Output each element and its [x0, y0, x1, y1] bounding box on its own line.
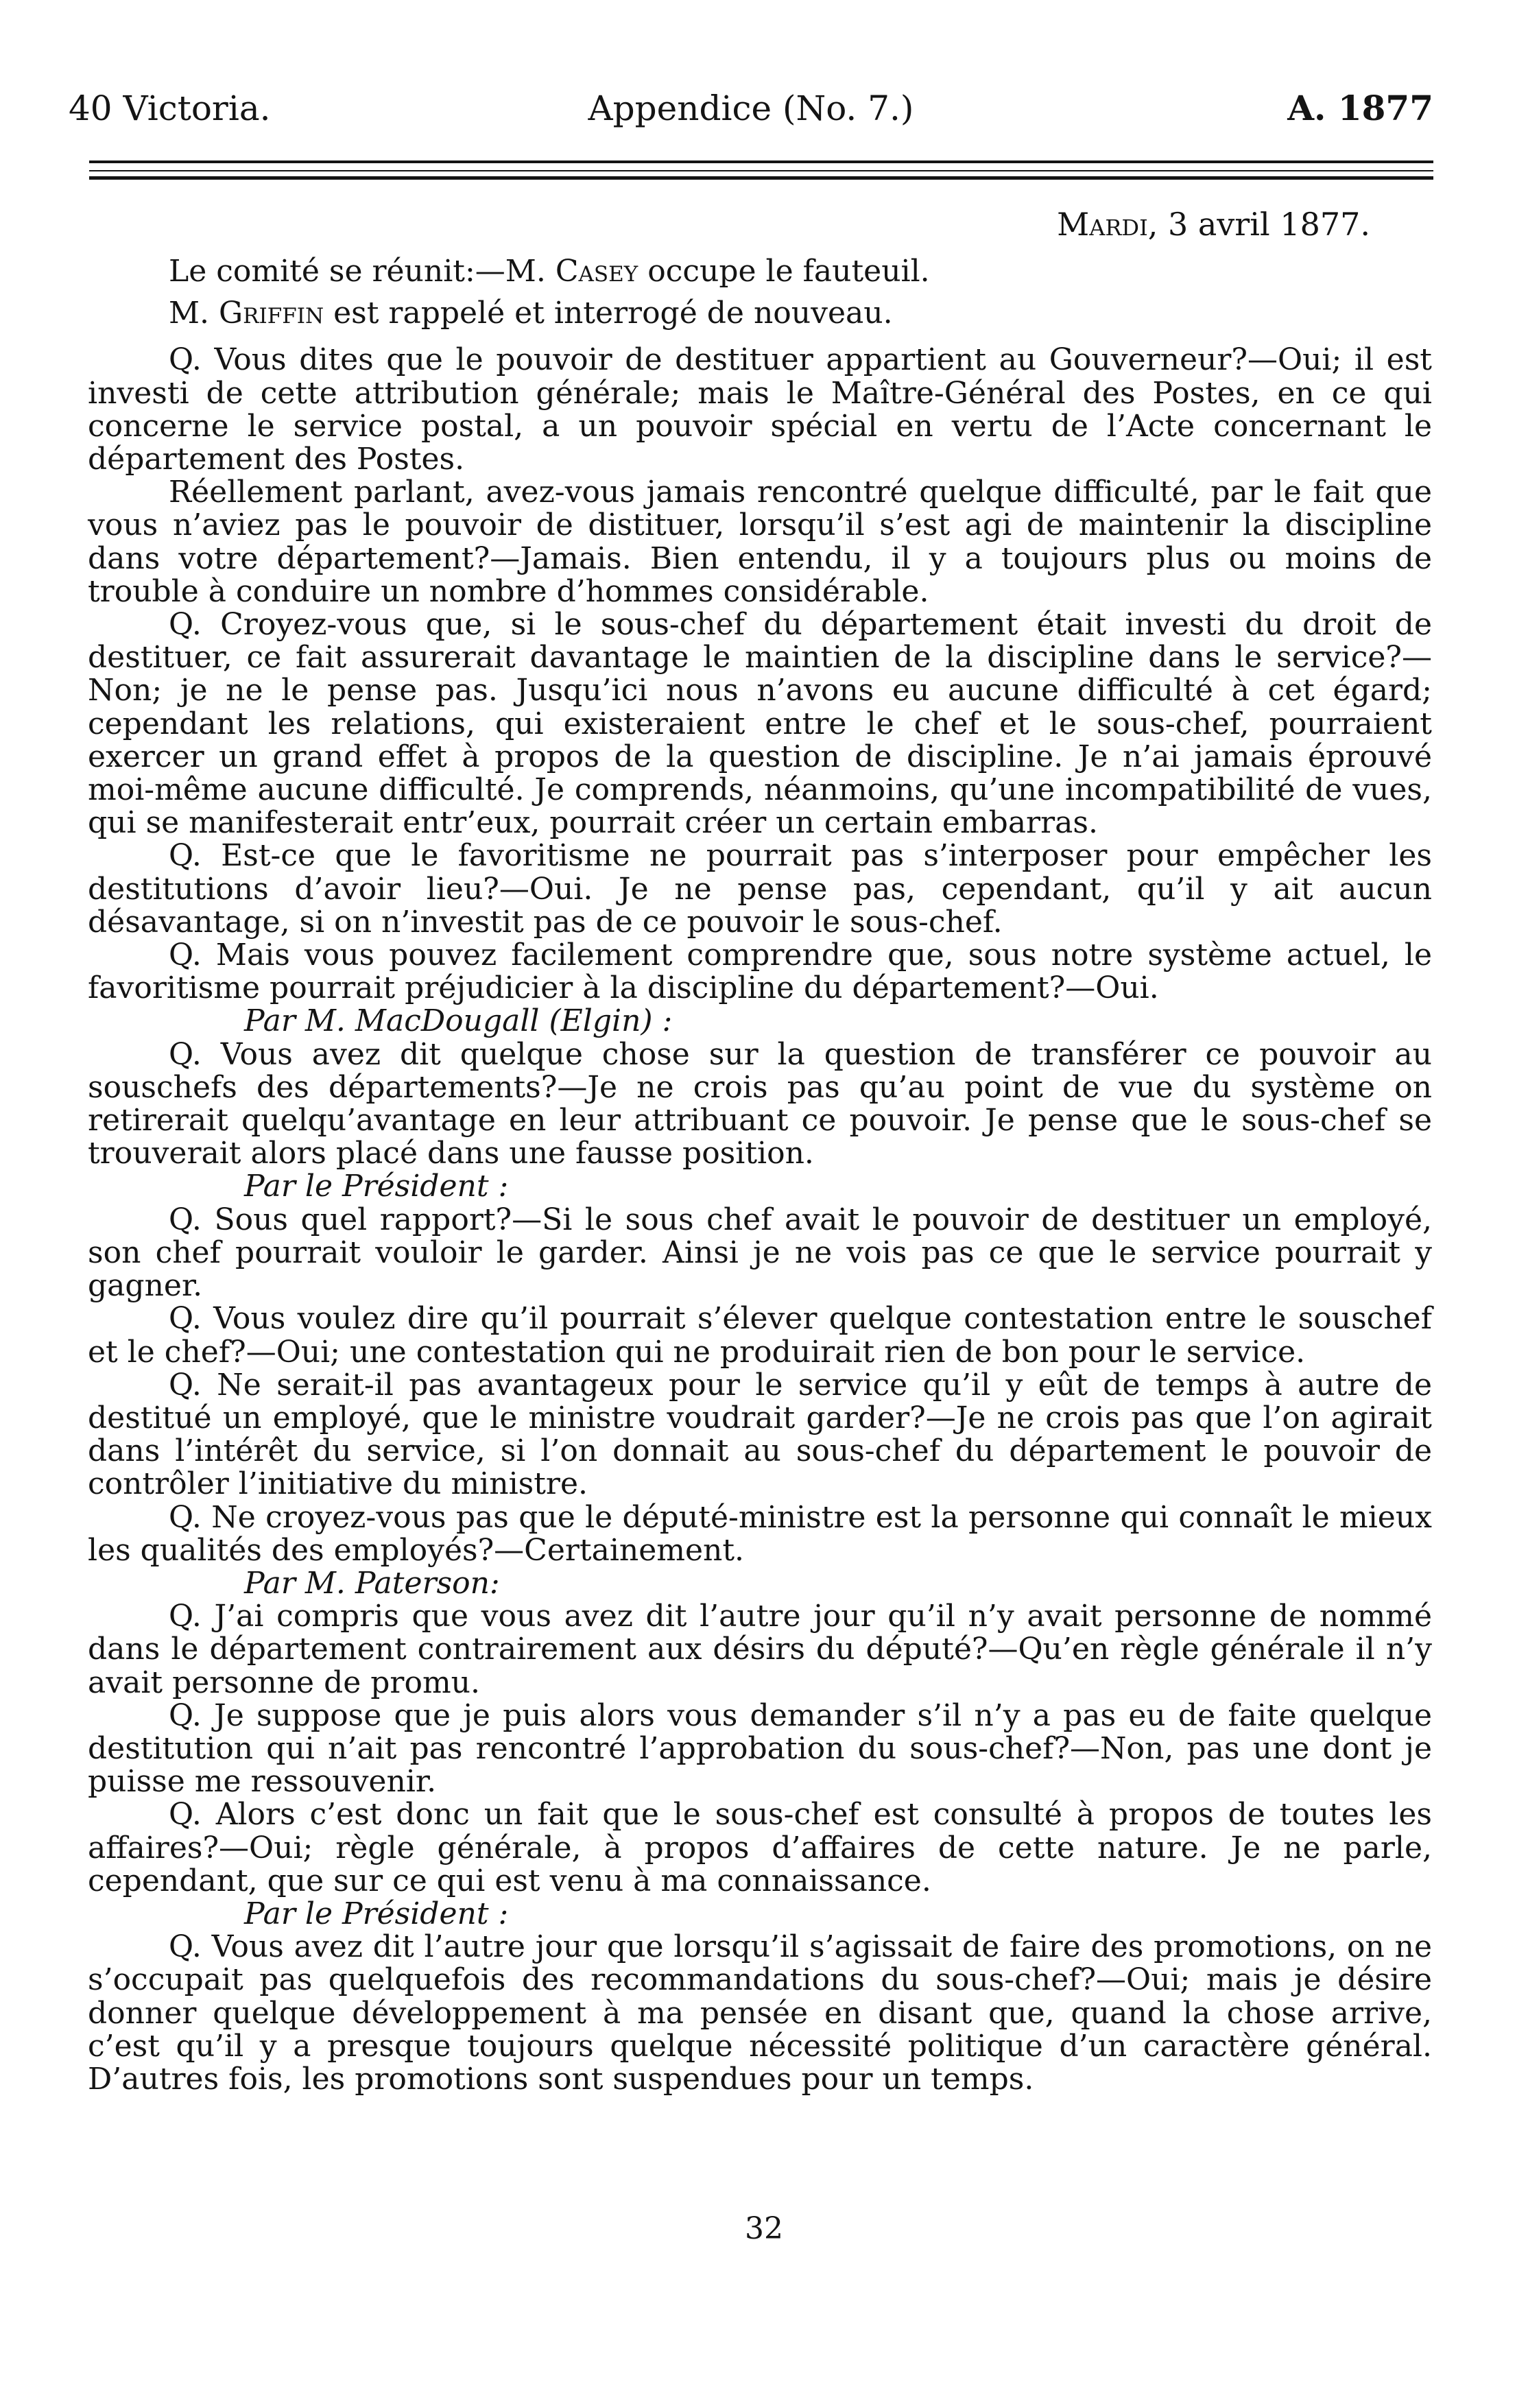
paragraph: Réellement parlant, avez-vous jamais rencontré quelque difficulté, par le fait que vous n’aviez pas le pouvoir de distituer, lorsqu’il s’est agi de maintenir la discipline dans votre département?—Jamais. Bien entendu, il y a toujours plus ou moins de trouble à conduire un nombre d’hommes considérable. [88, 475, 1432, 609]
page-number: 32 [745, 2211, 783, 2246]
paragraph: Q. Mais vous pouvez facilement comprendre que, sous notre système actuel, le favoritisme pourrait préjudicier à la discipline du département?—Oui. [88, 938, 1432, 1006]
paragraph: Q. Vous dites que le pouvoir de destituer appartient au Gouverneur?—Oui; il est investi de cette attribution générale; mais le Maître-Général des Postes, en ce qui concerne le service postal, a un pouvoir spécial en vertu de l’Acte concernant le département des Postes. [88, 342, 1432, 477]
paragraph: Q. Vous voulez dire qu’il pourrait s’élever quelque contestation entre le souschef et le chef?—Oui; une contestation qui ne produirait rien de bon pour le service. [88, 1301, 1432, 1370]
paragraph: Q. Alors c’est donc un fait que le sous-chef est consulté à propos de toutes les affaires?—Oui; règle générale, à propos d’affaires de cette nature. Je ne parle, cependant, que sur ce qui est venu à ma connaissance. [88, 1797, 1432, 1898]
intro-2-a: M. [169, 296, 219, 331]
paragraph: Q. J’ai compris que vous avez dit l’autre jour qu’il n’y avait personne de nommé dans le département contrairement aux désirs du député?—Qu’en règle générale il n’y avait personne de promu. [88, 1599, 1432, 1700]
date-day: Mardi, [1057, 206, 1158, 243]
witness-name: Griffin [219, 296, 324, 331]
chair-name: Casey [555, 254, 638, 289]
intro-line-2 [88, 297, 1432, 330]
speaker-heading: Par M. Paterson: [244, 1565, 500, 1601]
intro-line-1 [88, 255, 1432, 288]
paragraph: Q. Est-ce que le favoritisme ne pourrait pas s’interposer pour empêcher les destitutions d’avoir lieu?—Oui. Je ne pense pas, cependant, qu’il y ait aucun désavantage, si on n’investit pas de ce pouvoir le sous-chef. [88, 838, 1432, 940]
body-text [88, 255, 1432, 2096]
speaker-heading: Par le Président : [244, 1169, 509, 1204]
header-volume: 40 Victoria. [69, 88, 271, 128]
paragraph: Q. Sous quel rapport?—Si le sous chef avait le pouvoir de destituer un employé, son chef pourrait vouloir le garder. Ainsi je ne vois pas ce que le service pourrait y gagner. [88, 1202, 1432, 1304]
speaker-heading: Par M. MacDougall (Elgin) : [244, 1003, 673, 1039]
paragraph: Q. Vous avez dit l’autre jour que lorsqu’il s’agissait de faire des promotions, on ne s’occupait pas quelquefois des recommandations du sous-chef?—Oui; mais je désire donner quelque développement à ma pensée en disant que, quand la chose arrive, c’est qu’il y a presque toujours quelque nécessité politique d’un caractère général. D’autres fois, les promotions sont suspendues pour un temps. [88, 1929, 1432, 2097]
session-date [1057, 202, 1370, 246]
paragraph: Q. Vous avez dit quelque chose sur la question de transférer ce pouvoir au souschefs des départements?—Je ne crois pas qu’au point de vue du système on retirerait quelqu’avantage en leur attribuant ce pouvoir. Je pense que le sous-chef se trouverait alors placé dans une fausse position. [88, 1036, 1432, 1171]
paragraph: Q. Croyez-vous que, si le sous-chef du département était investi du droit de destituer, ce fait assurerait davantage le maintien de la discipline dans le service?—Non; je ne le pense pas. Jusqu’ici nous n’avons eu aucune difficulté à cet égard; cependant les relations, qui existeraient entre le chef et le sous-chef, pourraient exercer un grand effet à propos de la question de discipline. Je n’ai jamais éprouvé moi-même aucune difficulté. Je comprends, néanmoins, qu’une incompatibilité de vues, qui se manifesterait entr’eux, pourrait créer un certain embarras. [88, 607, 1432, 841]
running-header [69, 81, 1433, 136]
paragraph: Q. Ne croyez-vous pas que le député-ministre est la personne qui connaît le mieux les qualités des employés?—Certainement. [88, 1499, 1432, 1568]
date-rest: 3 avril 1877. [1158, 206, 1370, 243]
intro-2-b: est rappelé et interrogé de nouveau. [324, 296, 893, 331]
intro-1-b: occupe le fauteuil. [638, 254, 930, 289]
paragraph: Q. Ne serait-il pas avantageux pour le service qu’il y eût de temps à autre de destitué un employé, que le ministre voudrait garder?—Je ne crois pas que l’on agirait dans l’intérêt du service, si l’on donnait au sous-chef du département le pouvoir de contrôler l’initiative du ministre. [88, 1367, 1432, 1502]
speaker-heading: Par le Président : [244, 1896, 509, 1931]
header-year: A. 1877 [1287, 88, 1433, 128]
intro-1-a: Le comité se réunit:—M. [169, 254, 556, 289]
header-rule-thin [89, 170, 1433, 171]
header-rule-thick [89, 160, 1433, 163]
header-rule-bottom [89, 176, 1433, 180]
header-appendix: Appendice (No. 7.) [588, 88, 914, 128]
paragraph: Q. Je suppose que je puis alors vous demander s’il n’y a pas eu de faite quelque destitution qui n’ait pas rencontré l’approbation du sous-chef?—Non, pas une dont je puisse me ressouvenir. [88, 1697, 1432, 1800]
